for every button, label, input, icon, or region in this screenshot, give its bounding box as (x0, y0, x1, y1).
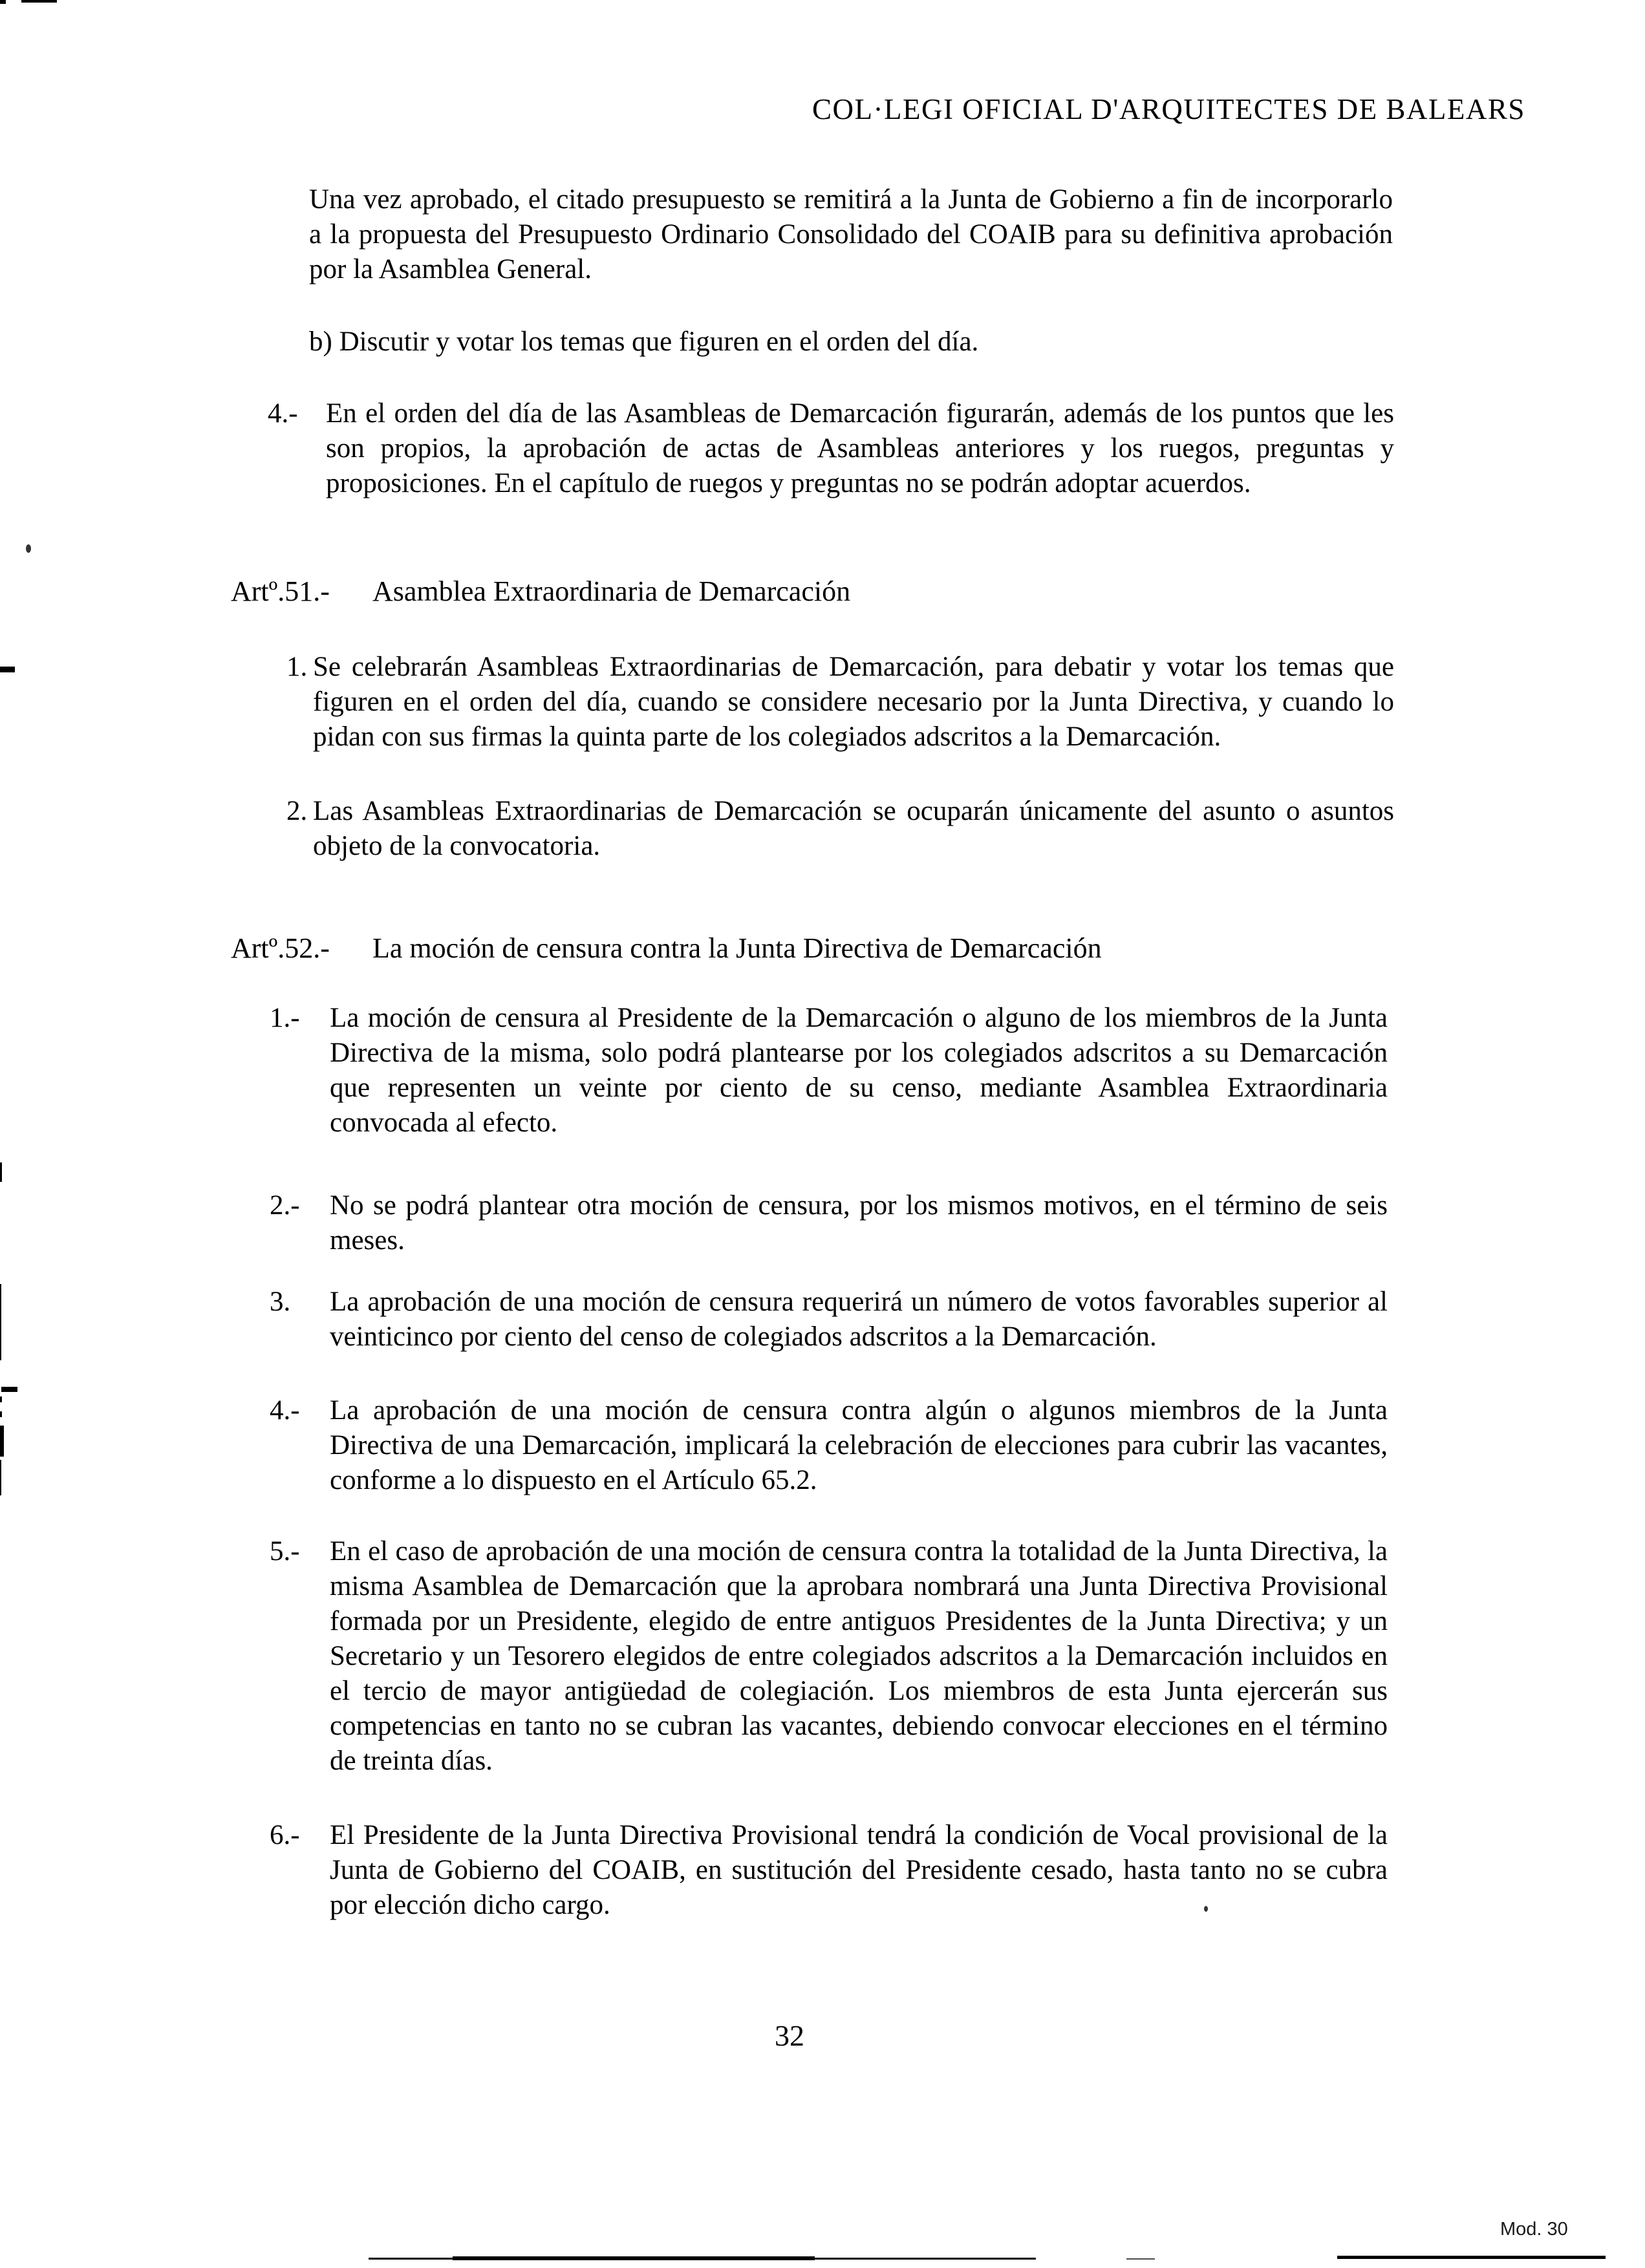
article-52-item-3 (0, 1285, 1645, 1354)
scan-artifact (0, 1460, 1, 1495)
list-item-b: b) Discutir y votar los temas que figuren en el orden del día. (309, 326, 979, 357)
item-number: 2. (286, 796, 308, 826)
article-51-title: Asamblea Extraordinaria de Demarcación (372, 575, 851, 607)
article-51-label: Artº.51.- (231, 575, 330, 607)
document-header: COL·LEGI OFICIAL D'ARQUITECTES DE BALEARS (812, 93, 1525, 125)
article-52-item-5 (0, 1534, 1645, 1779)
item-text: El Presidente de la Junta Directiva Provisional tendrá la condición de Vocal provisional de la Junta de Gobierno del COAIB, en sustitución del Presidente cesado, hasta tanto no se cubra por elección dicho cargo. (330, 1820, 1388, 1920)
footer-model-label: Mod. 30 (1500, 2219, 1568, 2240)
scan-edge-line (453, 2256, 815, 2260)
item-number: 5.- (270, 1536, 300, 1567)
scan-artifact (26, 544, 31, 553)
scan-edge-line (1126, 2258, 1155, 2260)
scan-artifact (0, 1284, 1, 1360)
item-text: Las Asambleas Extraordinarias de Demarcación se ocuparán únicamente del asunto o asuntos objeto de la convocatoria. (313, 796, 1394, 861)
item-number: 4.- (268, 398, 298, 429)
item-text: La aprobación de una moción de censura requerirá un número de votos favorables superior al veinticinco por ciento del censo de colegiados adscritos a la Demarcación. (330, 1287, 1388, 1352)
item-text: No se podrá plantear otra moción de censura, por los mismos motivos, en el término de seis meses. (330, 1190, 1388, 1256)
article-52-title: La moción de censura contra la Junta Directiva de Demarcación (372, 932, 1102, 964)
scan-edge-line (1337, 2256, 1606, 2259)
item-text: La aprobación de una moción de censura contra algún o algunos miembros de la Junta Directiva de una Demarcación, implicará la celebración de elecciones para cubrir las vacantes, conforme a lo dispuesto en el Artículo 65.2. (330, 1395, 1388, 1495)
article-51-item-1 (0, 650, 1645, 754)
item-number: 1. (286, 652, 308, 682)
intro-paragraph: Una vez aprobado, el citado presupuesto se remitirá a la Junta de Gobierno a fin de incorporarlo a la propuesta del Presupuesto Ordinario Consolidado del COAIB para su definitiva aprobación por la Asamblea General. (309, 184, 1393, 284)
item-text: La moción de censura al Presidente de la Demarcación o alguno de los miembros de la Junta Directiva de la misma, solo podrá plantearse por los colegiados adscritos a su Demarcación que representen un veinte por ciento de su censo, mediante Asamblea Extraordinaria convocada al efecto. (330, 1003, 1388, 1138)
item-number: 1.- (270, 1003, 300, 1033)
page-number: 32 (775, 2019, 804, 2052)
scan-artifact (0, 1396, 2, 1402)
scan-artifact (0, 667, 15, 672)
item-text: Se celebrarán Asambleas Extraordinarias de Demarcación, para debatir y votar los temas que figuren en el orden del día, cuando se considere necesario por la Junta Directiva, y cuando lo pidan con sus firmas la quinta parte de los colegiados adscritos a la Demarcación. (313, 652, 1394, 752)
article-52-item-6 (0, 1818, 1645, 1923)
article-51-item-2 (0, 794, 1645, 864)
item-number: 4.- (270, 1395, 300, 1426)
scan-artifact (1, 1387, 17, 1392)
scan-artifact (21, 0, 57, 3)
article-52-label: Artº.52.- (231, 932, 330, 964)
article-52-item-2 (0, 1188, 1645, 1258)
scan-artifact (1204, 1906, 1208, 1912)
scan-artifact (0, 1411, 2, 1417)
article-52-item-4 (0, 1393, 1645, 1498)
item-text: En el orden del día de las Asambleas de Demarcación figurarán, además de los puntos que les son propios, la aprobación de actas de Asambleas anteriores y los ruegos, preguntas y proposiciones. En el capítulo de ruegos y preguntas no se podrán adoptar acuerdos. (326, 398, 1394, 498)
scan-artifact (0, 1162, 2, 1182)
scan-artifact (0, 0, 6, 4)
item-number: 3. (270, 1287, 291, 1317)
scan-artifact (0, 1426, 4, 1457)
item-text: En el caso de aprobación de una moción de censura contra la totalidad de la Junta Directiva, la misma Asamblea de Demarcación que la aprobara nombrará una Junta Directiva Provisional formada por un Presidente, elegido de entre antiguos Presidentes de la Junta Directiva; y un Secretario y un Tesorero elegidos de entre colegiados adscritos a la Demarcación incluidos en el tercio de mayor antigüedad de colegiación. Los miembros de esta Junta ejercerán sus competencias en tanto no se cubran las vacantes, debiendo convocar elecciones en el término de treinta días. (330, 1536, 1388, 1776)
item-number: 2.- (270, 1190, 300, 1221)
item-number: 6.- (270, 1820, 300, 1850)
list-item-4-pre (0, 396, 1645, 501)
article-52-item-1 (0, 1001, 1645, 1140)
